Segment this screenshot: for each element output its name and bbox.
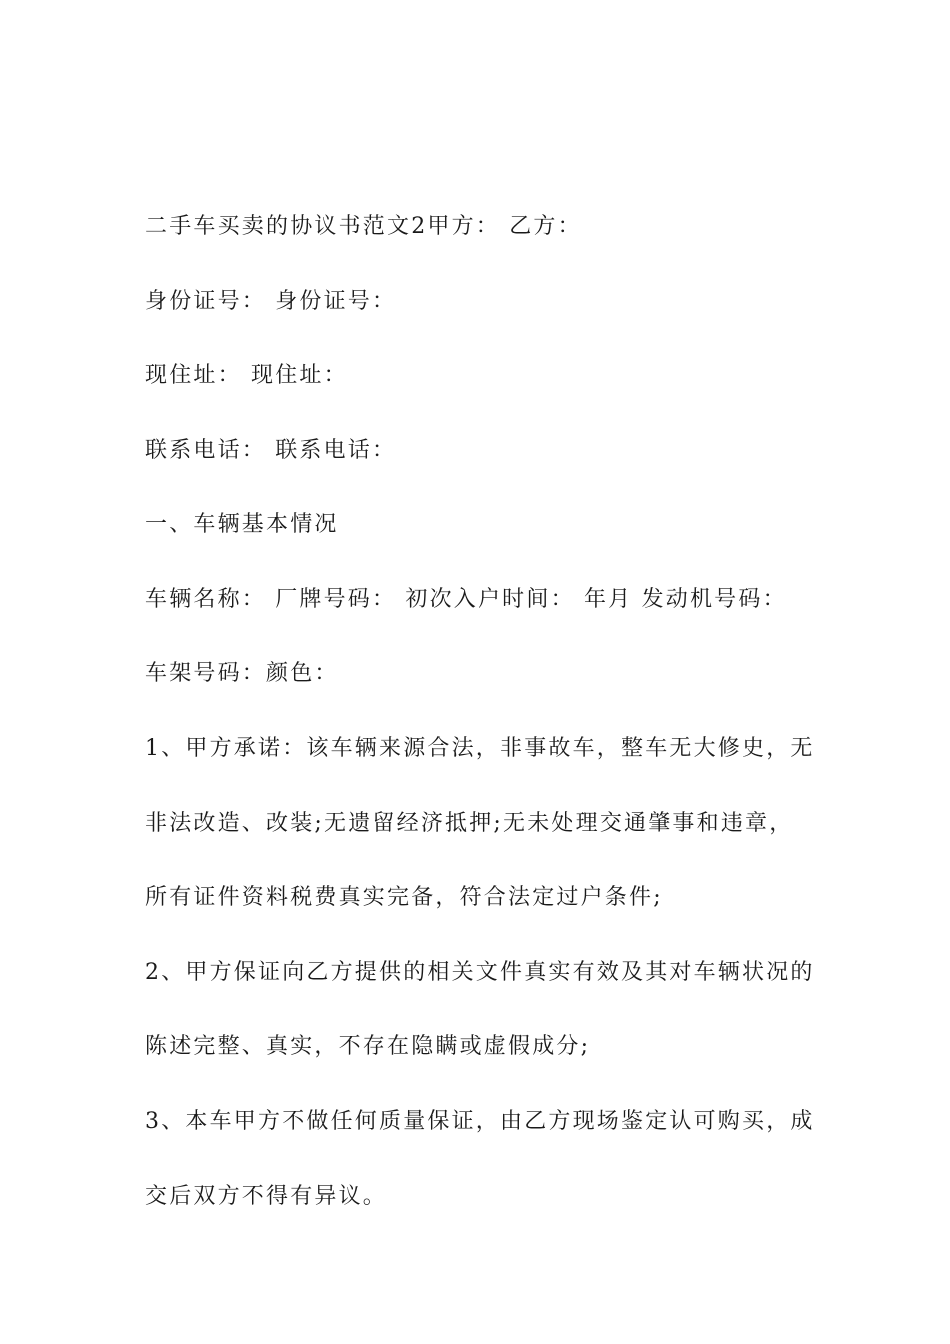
address-line: 现住址： 现住址： [145,363,348,388]
id-number-line: 身份证号： 身份证号： [145,289,397,314]
clause-3-line-1: 3、本车甲方不做任何质量保证，由乙方现场鉴定认可购买，成 [145,1109,815,1134]
clause-1-line-1: 1、甲方承诺：该车辆来源合法，非事故车，整车无大修史，无 [145,736,815,761]
clause-1-line-2: 非法改造、改装;无遗留经济抵押;无未处理交通肇事和违章， [145,811,794,836]
vehicle-fields-line: 车辆名称： 厂牌号码： 初次入户时间： 年月 发动机号码： [145,587,787,612]
clause-1-line-3: 所有证件资料税费真实完备，符合法定过户条件; [145,885,663,910]
title-line-party-a-b: 二手车买卖的协议书范文2甲方： 乙方： [145,214,582,239]
frame-color-line: 车架号码：颜色： [145,661,339,686]
clause-2-line-2: 陈述完整、真实，不存在隐瞒或虚假成分; [145,1034,591,1059]
clause-2-line-1: 2、甲方保证向乙方提供的相关文件真实有效及其对车辆状况的 [145,960,815,985]
clause-3-line-2: 交后双方不得有异议。 [145,1184,388,1209]
phone-line: 联系电话： 联系电话： [145,438,397,463]
section-heading-vehicle-info: 一、车辆基本情况 [145,512,339,537]
